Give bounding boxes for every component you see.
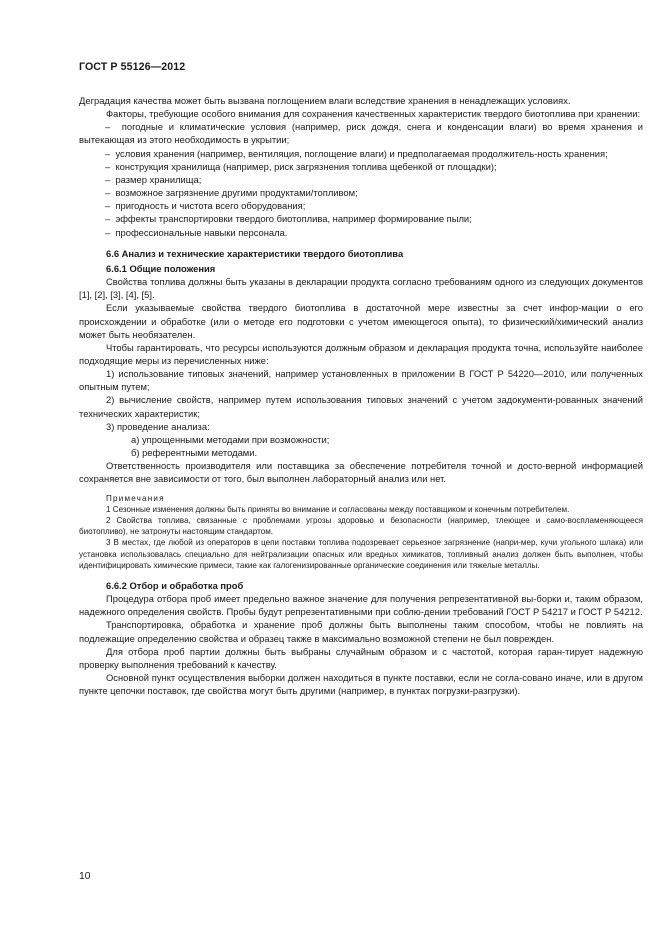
sub-item: а) упрощенными методами при возможности;: [131, 433, 330, 445]
dash-marker: –: [105, 213, 116, 225]
dash-marker: –: [105, 200, 116, 212]
note: 2 Свойства топлива, связанные с проблемами угрозы здоровью и безопасности (например, тлеющее и само-воспламеняющееся биотопливо), не затронуты настоящим стандартом.: [79, 515, 643, 537]
note: 1 Сезонные изменения должны быть приняты во внимание и согласованы между поставщиком и конечным потребителем.: [106, 504, 570, 514]
dash-marker: –: [105, 226, 116, 238]
numbered-item: 1) использование типовых значений, например установленных в приложении В ГОСТ Р 54220—2010, или полученных опытным путем;: [79, 368, 643, 393]
paragraph: Чтобы гарантировать, что ресурсы используются должным образом и декларация продукта точна, используйте наиболее подходящие меры из перечисленных ниже:: [79, 341, 643, 366]
list-item: – пригодность и чистота всего оборудования;: [105, 200, 306, 212]
dash-marker: –: [105, 147, 116, 159]
list-item: – эффекты транспортировки твердого биотоплива, например формирование пыли;: [105, 213, 472, 225]
numbered-item: 3) проведение анализа:: [106, 420, 210, 432]
paragraph: Свойства топлива должны быть указаны в декларации продукта согласно требованиям одного из следующих документов [1], [2], [3], [4], [5].: [79, 276, 643, 301]
page-number: 10: [79, 871, 91, 882]
sub-item: б) референтными методами.: [131, 447, 258, 459]
paragraph: Процедура отбора проб имеет предельно важное значение для получения репрезентативной вы-борки и, таким образом, надежного определения свойств. Пробы будут репрезентативными при соблю-дении требований ГОСТ Р 54217 и ГОСТ Р 54212.: [79, 593, 643, 618]
numbered-item: 2) вычисление свойств, например путем использования типовых значений с учетом задокументи-рованных значений технических характеристик;: [79, 394, 643, 419]
list-item: – размер хранилища;: [105, 173, 202, 185]
list-item: – погодные и климатические условия (например, риск дождя, снега и конденсации влаги) во время хранения и вытекающая из этого необходимость в укрытии;: [79, 121, 643, 146]
paragraph: Для отбора проб партии должны быть выбраны случайным образом и с частотой, которая гаран-тирует надежную проверку выполнения требований к качеству.: [79, 645, 643, 670]
standard-code-header: ГОСТ Р 55126—2012: [79, 61, 186, 73]
list-item: – возможное загрязнение другими продуктами/топливом;: [105, 187, 358, 199]
dash-marker: –: [105, 121, 122, 133]
paragraph: Если указываемые свойства твердого биотоплива в достаточной мере известны за счет инфор-мации о его происхождении и обработке (или о методе его подготовки с учетом имеющегося опыта), то физический/химический анализ может быть необязателен.: [79, 302, 643, 340]
dash-marker: –: [105, 160, 116, 172]
notes-title: Примечания: [106, 493, 165, 503]
list-item: – конструкция хранилища (например, риск загрязнения топлива щебенкой от площадки);: [105, 160, 497, 172]
subsection-heading: 6.6.1 Общие положения: [106, 262, 216, 274]
paragraph: Ответственность производителя или поставщика за обеспечение потребителя точной и досто-верной информацией сохраняется вне зависимости от того, был выполнен лабораторный анализ или нет.: [79, 460, 643, 485]
list-item: – условия хранения (например, вентиляция, поглощение влаги) и предполагаемая продолжитель-ность хранения;: [105, 147, 608, 159]
document-body: [79, 94, 643, 697]
dash-marker: –: [105, 187, 116, 199]
paragraph: Основной пункт осуществления выборки должен находиться в пункте поставки, если не согла-совано иначе, или в другом пункте цепочки поставок, где свойства могут быть другими (например, в пунктах погрузки-разгрузки).: [79, 672, 643, 697]
section-heading: 6.6 Анализ и технические характеристики твердого биотоплива: [106, 247, 404, 259]
list-item: – профессиональные навыки персонала.: [105, 226, 288, 238]
note: 3 В местах, где любой из операторов в цепи поставки топлива подозревает серьезное загрязнение (напри-мер, кучи угольного шлака) или установка использовалась специально для нейтрализации опасных или вредных химикатов, топливный анализ должен быть выполнен, чтобы идентифицировать химические примеси, такие как галогенизированные органические соединения или тяжелые металлы.: [79, 538, 643, 570]
subsection-heading: 6.6.2 Отбор и обработка проб: [106, 579, 244, 591]
paragraph: Факторы, требующие особого внимания для сохранения качественных характеристик твердого биотоплива при хранении:: [106, 108, 641, 120]
dash-marker: –: [105, 173, 116, 185]
paragraph: Деградация качества может быть вызвана поглощением влаги вследствие хранения в ненадлежащих условиях.: [79, 95, 571, 106]
paragraph: Транспортировка, обработка и хранение проб должны быть выполнены таким способом, чтобы не повлиять на подлежащие определению свойства и образец также в максимально возможной степени не был поврежден.: [79, 619, 643, 644]
factor-list: [79, 120, 643, 238]
